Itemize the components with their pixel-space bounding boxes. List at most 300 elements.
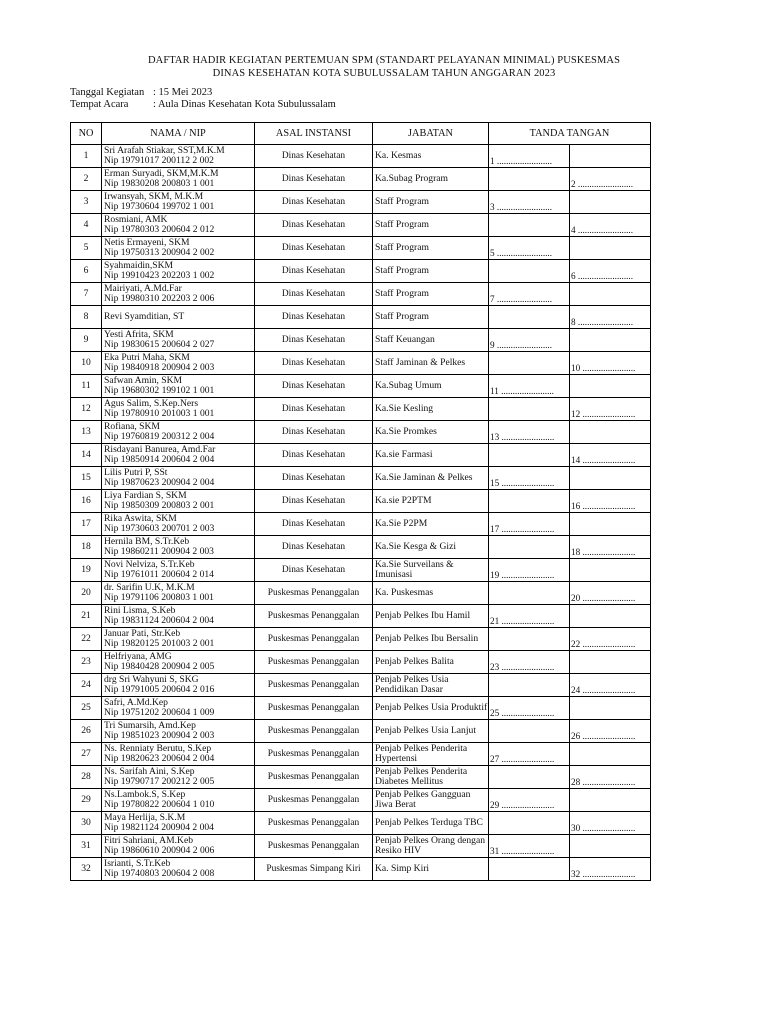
- signature-cell-right[interactable]: [570, 605, 651, 628]
- signature-cell-left[interactable]: [489, 582, 570, 605]
- row-nip: Nip 19750313 200904 2 002: [104, 247, 215, 258]
- table-row: [71, 329, 651, 352]
- row-nama-nip: [102, 766, 255, 789]
- row-no: 25: [71, 697, 102, 720]
- row-signature-line: 24 .......................: [571, 685, 636, 695]
- table-row: [71, 352, 651, 375]
- row-asal-instansi: Dinas Kesehatan: [255, 375, 373, 398]
- signature-cell-right[interactable]: [570, 812, 651, 835]
- table-row: [71, 720, 651, 743]
- row-jabatan: Staff Program: [373, 191, 489, 214]
- row-nama-nip: [102, 812, 255, 835]
- row-name: Ns. Sarifah Aini, S.Kep: [104, 765, 195, 777]
- row-no: 12: [71, 398, 102, 421]
- row-no: 26: [71, 720, 102, 743]
- table-row: [71, 283, 651, 306]
- row-jabatan: Staff Program: [373, 214, 489, 237]
- row-no: 5: [71, 237, 102, 260]
- table-row: [71, 582, 651, 605]
- signature-cell-left[interactable]: [489, 421, 570, 444]
- row-nama-nip: [102, 191, 255, 214]
- row-nama-nip: [102, 421, 255, 444]
- row-signature-line: 28 .......................: [571, 777, 636, 787]
- signature-cell-left[interactable]: [489, 766, 570, 789]
- row-jabatan: Penjab Pelkes Gangguan Jiwa Berat: [373, 789, 489, 812]
- row-signature-line: 7 ........................: [490, 294, 553, 304]
- attendance-table: [70, 122, 651, 881]
- row-nama-nip: [102, 260, 255, 283]
- row-nip: Nip 19730603 200701 2 003: [104, 523, 215, 534]
- tanggal-value: : 15 Mei 2023: [153, 87, 213, 98]
- row-no: 23: [71, 651, 102, 674]
- row-signature-line: 8 ........................: [571, 317, 634, 327]
- row-name: Tri Sumarsih, Amd.Kep: [104, 719, 196, 731]
- row-asal-instansi: Puskesmas Penanggalan: [255, 812, 373, 835]
- row-asal-instansi: Puskesmas Penanggalan: [255, 720, 373, 743]
- row-nip: Nip 19730604 199702 1 001: [104, 201, 215, 212]
- row-no: 15: [71, 467, 102, 490]
- row-name: Helfriyana, AMG: [104, 650, 172, 662]
- row-nip: Nip 19751202 200604 1 009: [104, 707, 215, 718]
- signature-cell-left[interactable]: [489, 214, 570, 237]
- row-nip: Nip 19761011 200604 2 014: [104, 569, 214, 580]
- row-signature-line: 1 ........................: [490, 156, 553, 166]
- row-nip: Nip 19780303 200604 2 012: [104, 224, 215, 235]
- row-no: 14: [71, 444, 102, 467]
- row-nama-nip: [102, 674, 255, 697]
- row-asal-instansi: Dinas Kesehatan: [255, 306, 373, 329]
- row-nama-nip: [102, 697, 255, 720]
- signature-cell-right[interactable]: [570, 674, 651, 697]
- row-no: 11: [71, 375, 102, 398]
- signature-cell-right[interactable]: [570, 352, 651, 375]
- row-nama-nip: [102, 145, 255, 168]
- tanggal-label: Tanggal Kegiatan: [70, 87, 145, 98]
- row-nama-nip: [102, 237, 255, 260]
- signature-cell-right[interactable]: [570, 582, 651, 605]
- row-nip: Nip 19850914 200604 2 004: [104, 454, 215, 465]
- row-name: Rika Aswita, SKM: [104, 512, 177, 524]
- table-row: [71, 398, 651, 421]
- row-signature-line: 16 .......................: [571, 501, 636, 511]
- row-jabatan: Staff Program: [373, 237, 489, 260]
- row-name: Rini Lisma, S.Keb: [104, 604, 176, 616]
- row-nip: Nip 19840918 200904 2 003: [104, 362, 215, 373]
- row-name: Hernila BM, S.Tr.Keb: [104, 535, 190, 547]
- row-jabatan: Penjab Pelkes Terduga TBC: [373, 812, 489, 835]
- row-name: Revi Syamditian, ST: [104, 310, 185, 322]
- signature-cell-right[interactable]: [570, 375, 651, 398]
- row-jabatan: Ka.Sie Surveilans & Imunisasi: [373, 559, 489, 582]
- table-row: [71, 766, 651, 789]
- table-row: [71, 168, 651, 191]
- row-no: 32: [71, 858, 102, 881]
- row-name: Fitri Sahriani, AM.Keb: [104, 834, 194, 846]
- row-name: Lilis Putri P, SSt: [104, 466, 168, 478]
- row-name: Safwan Amin, SKM: [104, 374, 183, 386]
- meta-tempat: [70, 99, 336, 111]
- row-nama-nip: [102, 168, 255, 191]
- meta-tanggal: [70, 87, 212, 99]
- row-no: 21: [71, 605, 102, 628]
- row-nip: Nip 19831124 200604 2 004: [104, 615, 214, 626]
- row-nama-nip: [102, 490, 255, 513]
- row-nip: Nip 19860610 200904 2 006: [104, 845, 215, 856]
- row-signature-line: 31 .......................: [490, 846, 555, 856]
- row-asal-instansi: Dinas Kesehatan: [255, 214, 373, 237]
- row-nama-nip: [102, 743, 255, 766]
- row-name: drg Sri Wahyuni S, SKG: [104, 673, 199, 685]
- row-nip: Nip 19791017 200112 2 002: [104, 155, 214, 166]
- row-nip: Nip 19821124 200904 2 004: [104, 822, 214, 833]
- table-row: [71, 237, 651, 260]
- signature-cell-left[interactable]: [489, 237, 570, 260]
- signature-cell-left[interactable]: [489, 720, 570, 743]
- signature-cell-left[interactable]: [489, 674, 570, 697]
- row-no: 2: [71, 168, 102, 191]
- row-no: 29: [71, 789, 102, 812]
- row-name: dr. Sarifin U.K, M.K.M: [104, 581, 195, 593]
- signature-cell-left[interactable]: [489, 513, 570, 536]
- row-signature-line: 12 .......................: [571, 409, 636, 419]
- title-line-2: DINAS KESEHATAN KOTA SUBULUSSALAM TAHUN ANGGARAN 2023: [212, 68, 556, 79]
- table-row: [71, 260, 651, 283]
- row-nama-nip: [102, 513, 255, 536]
- row-nama-nip: [102, 375, 255, 398]
- row-asal-instansi: Puskesmas Simpang Kiri: [255, 858, 373, 881]
- row-signature-line: 29 .......................: [490, 800, 555, 810]
- row-nip: Nip 19870623 200904 2 004: [104, 477, 215, 488]
- row-jabatan: Ka.Sie Promkes: [373, 421, 489, 444]
- row-signature-line: 32 .......................: [571, 869, 636, 879]
- row-no: 19: [71, 559, 102, 582]
- row-jabatan: Ka.Sie Kesling: [373, 398, 489, 421]
- row-signature-line: 30 .......................: [571, 823, 636, 833]
- row-asal-instansi: Dinas Kesehatan: [255, 490, 373, 513]
- row-no: 6: [71, 260, 102, 283]
- row-no: 13: [71, 421, 102, 444]
- row-no: 16: [71, 490, 102, 513]
- signature-cell-right[interactable]: [570, 260, 651, 283]
- row-asal-instansi: Dinas Kesehatan: [255, 513, 373, 536]
- row-jabatan: Penjab Pelkes Usia Lanjut: [373, 720, 489, 743]
- row-name: Agus Salim, S.Kep.Ners: [104, 397, 199, 409]
- row-nip: Nip 19780822 200604 1 010: [104, 799, 215, 810]
- row-jabatan: Staff Program: [373, 283, 489, 306]
- signature-cell-right[interactable]: [570, 191, 651, 214]
- row-no: 30: [71, 812, 102, 835]
- signature-cell-right[interactable]: [570, 858, 651, 881]
- signature-cell-left[interactable]: [489, 398, 570, 421]
- signature-cell-right[interactable]: [570, 536, 651, 559]
- row-name: Novi Nelviza, S.Tr.Keb: [104, 558, 195, 570]
- table-row: [71, 628, 651, 651]
- tempat-value: : Aula Dinas Kesehatan Kota Subulussalam: [153, 99, 336, 110]
- signature-cell-right[interactable]: [570, 329, 651, 352]
- header-jabatan: JABATAN: [373, 123, 489, 145]
- row-nama-nip: [102, 720, 255, 743]
- row-jabatan: Penjab Pelkes Ibu Bersalin: [373, 628, 489, 651]
- row-nip: Nip 19791005 200604 2 016: [104, 684, 215, 695]
- signature-cell-right[interactable]: [570, 651, 651, 674]
- signature-cell-left[interactable]: [489, 743, 570, 766]
- row-asal-instansi: Dinas Kesehatan: [255, 559, 373, 582]
- signature-cell-right[interactable]: [570, 283, 651, 306]
- row-asal-instansi: Puskesmas Penanggalan: [255, 835, 373, 858]
- row-jabatan: Staff Program: [373, 306, 489, 329]
- row-signature-line: 10 .......................: [571, 363, 636, 373]
- table-body: [71, 145, 651, 881]
- table-row: [71, 490, 651, 513]
- row-nip: Nip 19850309 200803 2 001: [104, 500, 215, 511]
- row-nip: Nip 19791106 200803 1 001: [104, 592, 214, 603]
- row-signature-line: 23 .......................: [490, 662, 555, 672]
- row-nama-nip: [102, 467, 255, 490]
- row-nama-nip: [102, 628, 255, 651]
- signature-cell-left[interactable]: [489, 306, 570, 329]
- row-asal-instansi: Dinas Kesehatan: [255, 536, 373, 559]
- row-nama-nip: [102, 789, 255, 812]
- row-signature-line: 4 ........................: [571, 225, 634, 235]
- signature-cell-right[interactable]: [570, 214, 651, 237]
- row-asal-instansi: Dinas Kesehatan: [255, 145, 373, 168]
- row-jabatan: Ka.Subag Umum: [373, 375, 489, 398]
- table-row: [71, 536, 651, 559]
- signature-cell-right[interactable]: [570, 168, 651, 191]
- row-signature-line: 26 .......................: [571, 731, 636, 741]
- header-nama: NAMA / NIP: [102, 123, 255, 145]
- row-signature-line: 18 .......................: [571, 547, 636, 557]
- row-asal-instansi: Dinas Kesehatan: [255, 467, 373, 490]
- row-signature-line: 21 .......................: [490, 616, 555, 626]
- table-row: [71, 674, 651, 697]
- row-name: Rofiana, SKM: [104, 420, 160, 432]
- signature-cell-right[interactable]: [570, 559, 651, 582]
- signature-cell-left[interactable]: [489, 283, 570, 306]
- row-nip: Nip 19820623 200604 2 004: [104, 753, 215, 764]
- row-asal-instansi: Puskesmas Penanggalan: [255, 697, 373, 720]
- signature-cell-left[interactable]: [489, 697, 570, 720]
- table-row: [71, 421, 651, 444]
- row-no: 24: [71, 674, 102, 697]
- row-asal-instansi: Dinas Kesehatan: [255, 191, 373, 214]
- row-no: 8: [71, 306, 102, 329]
- row-jabatan: Ka.Sie Jaminan & Pelkes: [373, 467, 489, 490]
- row-no: 31: [71, 835, 102, 858]
- signature-cell-left[interactable]: [489, 559, 570, 582]
- row-signature-line: 2 ........................: [571, 179, 634, 189]
- row-signature-line: 19 .......................: [490, 570, 555, 580]
- signature-cell-right[interactable]: [570, 513, 651, 536]
- row-nip: Nip 19840428 200904 2 005: [104, 661, 215, 672]
- table-row: [71, 697, 651, 720]
- row-name: Rosmiani, AMK: [104, 213, 168, 225]
- signature-cell-left[interactable]: [489, 260, 570, 283]
- row-jabatan: Ka.sie Farmasi: [373, 444, 489, 467]
- signature-cell-left[interactable]: [489, 835, 570, 858]
- row-nama-nip: [102, 582, 255, 605]
- row-jabatan: Ka.Subag Program: [373, 168, 489, 191]
- signature-cell-right[interactable]: [570, 697, 651, 720]
- row-nama-nip: [102, 858, 255, 881]
- row-no: 17: [71, 513, 102, 536]
- row-name: Risdayani Banurea, Amd.Far: [104, 443, 216, 455]
- signature-cell-left[interactable]: [489, 605, 570, 628]
- signature-cell-left[interactable]: [489, 329, 570, 352]
- signature-cell-left[interactable]: [489, 628, 570, 651]
- signature-cell-left[interactable]: [489, 145, 570, 168]
- signature-cell-left[interactable]: [489, 191, 570, 214]
- row-asal-instansi: Dinas Kesehatan: [255, 260, 373, 283]
- tempat-label: Tempat Acara: [70, 99, 129, 110]
- row-jabatan: Ka. Kesmas: [373, 145, 489, 168]
- row-asal-instansi: Puskesmas Penanggalan: [255, 582, 373, 605]
- table-row: [71, 306, 651, 329]
- row-name: Irwansyah, SKM, M.K.M: [104, 190, 204, 202]
- signature-cell-right[interactable]: [570, 444, 651, 467]
- row-nip: Nip 19851023 200904 2 003: [104, 730, 215, 741]
- signature-cell-right[interactable]: [570, 237, 651, 260]
- row-nama-nip: [102, 306, 255, 329]
- table-row: [71, 789, 651, 812]
- row-no: 7: [71, 283, 102, 306]
- row-asal-instansi: Dinas Kesehatan: [255, 444, 373, 467]
- signature-cell-right[interactable]: [570, 145, 651, 168]
- row-no: 9: [71, 329, 102, 352]
- row-signature-line: 5 ........................: [490, 248, 553, 258]
- signature-cell-right[interactable]: [570, 306, 651, 329]
- row-asal-instansi: Puskesmas Penanggalan: [255, 766, 373, 789]
- row-nip: Nip 19790717 200212 2 005: [104, 776, 215, 787]
- row-nip: Nip 19680302 199102 1 001: [104, 385, 215, 396]
- row-signature-line: 27 .......................: [490, 754, 555, 764]
- header-no: NO: [71, 123, 102, 145]
- row-asal-instansi: Puskesmas Penanggalan: [255, 605, 373, 628]
- signature-cell-right[interactable]: [570, 835, 651, 858]
- row-signature-line: 9 ........................: [490, 340, 553, 350]
- row-no: 18: [71, 536, 102, 559]
- row-signature-line: 3 ........................: [490, 202, 553, 212]
- table-row: [71, 743, 651, 766]
- table-row: [71, 191, 651, 214]
- signature-cell-left[interactable]: [489, 444, 570, 467]
- title-line-1: DAFTAR HADIR KEGIATAN PERTEMUAN SPM (STANDART PELAYANAN MINIMAL) PUSKESMAS: [147, 55, 621, 66]
- row-nip: Nip 19780910 201003 1 001: [104, 408, 215, 419]
- row-signature-line: 15 .......................: [490, 478, 555, 488]
- row-signature-line: 13 .......................: [490, 432, 555, 442]
- row-no: 10: [71, 352, 102, 375]
- row-nip: Nip 19860211 200904 2 003: [104, 546, 214, 557]
- header-asal: ASAL INSTANSI: [255, 123, 373, 145]
- table-row: [71, 651, 651, 674]
- signature-cell-left[interactable]: [489, 789, 570, 812]
- signature-cell-left[interactable]: [489, 375, 570, 398]
- table-row: [71, 513, 651, 536]
- row-jabatan: Penjab Pelkes Ibu Hamil: [373, 605, 489, 628]
- row-nama-nip: [102, 651, 255, 674]
- signature-cell-left[interactable]: [489, 858, 570, 881]
- row-no: 1: [71, 145, 102, 168]
- signature-cell-right[interactable]: [570, 467, 651, 490]
- row-jabatan: Penjab Pelkes Usia Pendidikan Dasar: [373, 674, 489, 697]
- signature-cell-right[interactable]: [570, 421, 651, 444]
- row-name: Ns.Lambok.S, S.Kep: [104, 788, 186, 800]
- row-jabatan: Ka. Simp Kiri: [373, 858, 489, 881]
- row-nip: Nip 19760819 200312 2 004: [104, 431, 215, 442]
- row-nip: Nip 19740803 200604 2 008: [104, 868, 215, 879]
- table-row: [71, 605, 651, 628]
- row-asal-instansi: Puskesmas Penanggalan: [255, 651, 373, 674]
- row-name: Sri Arafah Stiakar, SST,M.K.M: [104, 144, 225, 156]
- table-row: [71, 835, 651, 858]
- row-jabatan: Penjab Pelkes Usia Produktif: [373, 697, 489, 720]
- table-row: [71, 467, 651, 490]
- row-asal-instansi: Dinas Kesehatan: [255, 352, 373, 375]
- row-jabatan: Staff Jaminan & Pelkes: [373, 352, 489, 375]
- row-signature-line: 25 .......................: [490, 708, 555, 718]
- signature-cell-left[interactable]: [489, 651, 570, 674]
- row-name: Erman Suryadi, SKM,M.K.M: [104, 167, 219, 179]
- row-asal-instansi: Dinas Kesehatan: [255, 168, 373, 191]
- row-no: 20: [71, 582, 102, 605]
- row-no: 28: [71, 766, 102, 789]
- row-nama-nip: [102, 536, 255, 559]
- signature-cell-right[interactable]: [570, 628, 651, 651]
- row-signature-line: 6 ........................: [571, 271, 634, 281]
- signature-cell-left[interactable]: [489, 490, 570, 513]
- table-row: [71, 858, 651, 881]
- signature-cell-left[interactable]: [489, 467, 570, 490]
- row-jabatan: Penjab Pelkes Penderita Hypertensi: [373, 743, 489, 766]
- row-nip: Nip 19980310 202203 2 006: [104, 293, 215, 304]
- row-no: 22: [71, 628, 102, 651]
- row-name: Safri, A.Md.Kep: [104, 696, 168, 708]
- row-name: Isrianti, S.Tr.Keb: [104, 857, 171, 869]
- row-signature-line: 17 .......................: [490, 524, 555, 534]
- signature-cell-left[interactable]: [489, 536, 570, 559]
- row-name: Mairiyati, A.Md.Far: [104, 282, 182, 294]
- signature-cell-left[interactable]: [489, 812, 570, 835]
- signature-cell-right[interactable]: [570, 766, 651, 789]
- row-no: 4: [71, 214, 102, 237]
- signature-cell-left[interactable]: [489, 168, 570, 191]
- table-row: [71, 145, 651, 168]
- row-jabatan: Penjab Pelkes Balita: [373, 651, 489, 674]
- document-title: [0, 54, 768, 80]
- row-nip: Nip 19830208 200803 1 001: [104, 178, 215, 189]
- row-nama-nip: [102, 559, 255, 582]
- signature-cell-right[interactable]: [570, 490, 651, 513]
- signature-cell-right[interactable]: [570, 743, 651, 766]
- signature-cell-right[interactable]: [570, 789, 651, 812]
- row-nama-nip: [102, 214, 255, 237]
- table-row: [71, 559, 651, 582]
- row-asal-instansi: Puskesmas Penanggalan: [255, 674, 373, 697]
- signature-cell-right[interactable]: [570, 720, 651, 743]
- row-signature-line: 14 .......................: [571, 455, 636, 465]
- signature-cell-left[interactable]: [489, 352, 570, 375]
- row-asal-instansi: Dinas Kesehatan: [255, 421, 373, 444]
- header-tanda-tangan: TANDA TANGAN: [489, 123, 651, 145]
- row-jabatan: Ka.sie P2PTM: [373, 490, 489, 513]
- row-nip: Nip 19830615 200604 2 027: [104, 339, 215, 350]
- row-name: Liya Fardian S, SKM: [104, 489, 187, 501]
- row-jabatan: Staff Program: [373, 260, 489, 283]
- signature-cell-right[interactable]: [570, 398, 651, 421]
- row-asal-instansi: Puskesmas Penanggalan: [255, 628, 373, 651]
- row-jabatan: Ka.Sie P2PM: [373, 513, 489, 536]
- row-nama-nip: [102, 329, 255, 352]
